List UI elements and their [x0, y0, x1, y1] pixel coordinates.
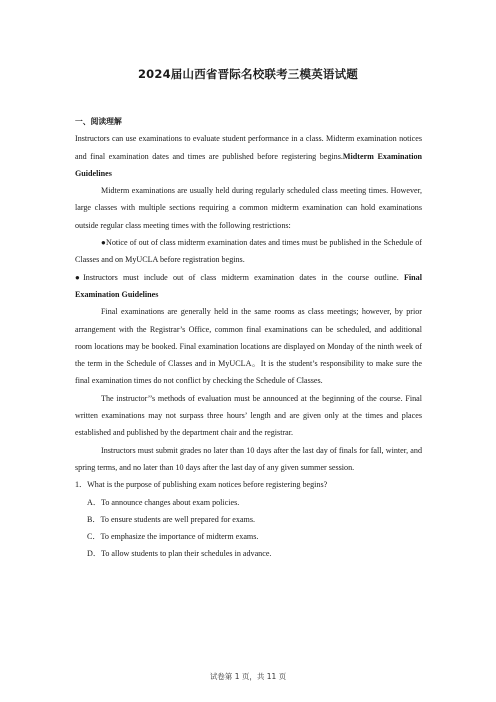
option-c[interactable]	[75, 528, 422, 545]
option-letter: A．	[87, 497, 101, 507]
option-text: To announce changes about exam policies.	[100, 497, 240, 507]
option-text: To ensure students are well prepared for exams.	[100, 514, 256, 524]
question-1	[75, 476, 422, 493]
midterm-paragraph: Midterm examinations are usually held during regularly scheduled class meeting times. However, large classes with multiple sections requiring a common midterm examination can hold examinations outside regular class meeting times with the following restrictions:	[75, 186, 422, 230]
option-b[interactable]	[75, 511, 422, 528]
final-heading: Final Examination Guidelines	[75, 272, 422, 299]
question-text: What is the purpose of publishing exam notices before registering begins?	[87, 480, 328, 490]
instructor-paragraph: The instructor’’s methods of evaluation must be announced at the beginning of the course. Final written examinations may not surpass three hours’ length and are given only at the times and places established and published by the department chair and the registrar.	[75, 393, 422, 438]
grades-paragraph: Instructors must submit grades no later than 10 days after the last day of finals for fall, winter, and spring terms, and no later than 10 days after the last day of any given summer session.	[75, 445, 422, 472]
bullet-item-1: ●Notice of out of class midterm examination dates and times must be published in the Schedule of Classes and on MyUCLA before registration begins.	[75, 238, 422, 265]
option-letter: D．	[87, 549, 101, 559]
intro-paragraph	[75, 130, 422, 182]
question-number: 1．	[75, 480, 88, 490]
midterm-heading: Midterm Examination Guidelines	[75, 151, 422, 178]
intro-text: Instructors can use examinations to evaluate student performance in a class. Midterm examination notices and final examination dates and times are published before registering begins.	[75, 134, 422, 161]
bullet-2-text: ●Instructors must include out of class midterm examination dates in the course outline.	[75, 272, 399, 282]
option-letter: B．	[87, 514, 101, 524]
option-a[interactable]	[75, 494, 422, 511]
option-text: To allow students to plan their schedules in advance.	[100, 549, 272, 559]
bullet-item-2	[75, 269, 422, 304]
page-title: 2024届山西省晋际名校联考三模英语试题	[137, 67, 358, 81]
option-d[interactable]	[75, 545, 422, 562]
option-letter: C．	[87, 532, 101, 542]
document-body	[75, 113, 422, 563]
option-text: To emphasize the importance of midterm exams.	[100, 532, 259, 542]
page-footer: 试卷第 1 页，共 11 页	[209, 672, 287, 681]
section-heading: 一、阅读理解	[75, 117, 122, 126]
final-paragraph: Final examinations are generally held in the same rooms as class meetings; however, by prior arrangement with the Registrar’s Office, common final examinations can be scheduled, and additional room locations may be booked. Final examination locations are displayed on Monday of the ninth week of the term in the Schedule of Classes and in MyUCLA。It is the student’s responsibility to make sure the final examination times do not conflict by checking the Schedule of Classes.	[75, 307, 422, 386]
